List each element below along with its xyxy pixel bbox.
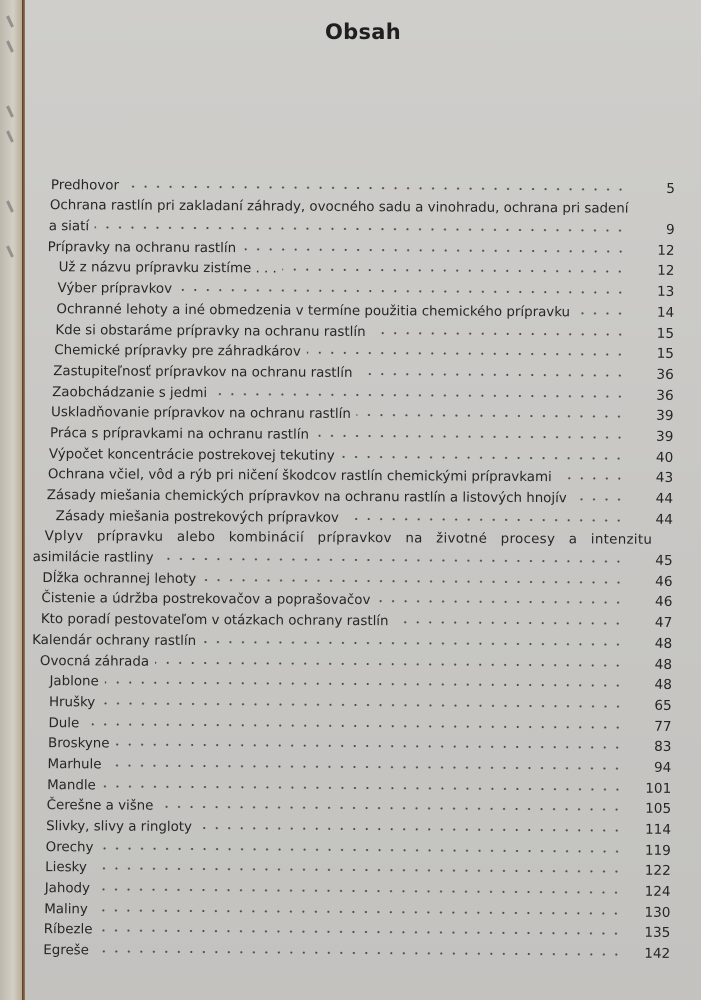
toc-entry-page-number: 48 bbox=[654, 635, 673, 652]
toc-entry-page-number: 142 bbox=[644, 945, 671, 963]
toc-entry bbox=[30, 937, 670, 962]
toc-entry-label: Egreše bbox=[43, 943, 89, 959]
toc-entry-label: Jahody bbox=[44, 881, 91, 897]
toc-entry-page-number: 44 bbox=[655, 490, 674, 507]
toc-entry-label: Dule bbox=[48, 715, 80, 731]
toc-entry-page-number: 122 bbox=[644, 863, 671, 880]
toc-entry-label: Zaobchádzanie s jedmi bbox=[52, 384, 208, 401]
toc-entry-page-number: 40 bbox=[655, 449, 674, 466]
toc-entry-label: a siatí bbox=[48, 219, 90, 235]
toc-entry-page-number: 45 bbox=[655, 552, 673, 569]
toc-entry-label: Výpočet koncentrácie postrekovej tekutiny bbox=[48, 446, 335, 464]
toc-entry-label: Kto poradí pestovateľom v otázkach ochrany rastlín bbox=[40, 612, 389, 630]
toc-entry-label: Predhovor bbox=[50, 177, 120, 194]
facing-page-text-fragment bbox=[6, 105, 14, 117]
toc-entry-label: Liesky bbox=[45, 860, 87, 876]
toc-entry-label: Uskladňovanie prípravkov na ochranu rastlín bbox=[51, 405, 351, 423]
facing-page-edge bbox=[0, 0, 22, 1000]
toc-entry-page-number: 15 bbox=[656, 345, 674, 363]
toc-entry-page-number: 39 bbox=[656, 428, 674, 445]
dot-leader bbox=[376, 595, 624, 611]
facing-page-text-fragment bbox=[6, 245, 14, 257]
page-title: Obsah bbox=[324, 20, 401, 44]
facing-page-text-fragment bbox=[6, 200, 14, 212]
toc-entry-page-number: 124 bbox=[644, 883, 671, 900]
toc-entry-page-number: 101 bbox=[645, 780, 672, 797]
toc-entry-label: Jablone bbox=[49, 674, 99, 690]
toc-entry-label: Už z názvu prípravku zistíme . . . bbox=[58, 260, 277, 277]
toc-entry-page-number: 46 bbox=[655, 573, 673, 590]
toc-entry-label: Hrušky bbox=[48, 694, 96, 711]
toc-entry-label: Orechy bbox=[45, 839, 94, 856]
toc-entry-page-number: 135 bbox=[644, 925, 671, 942]
facing-page-text-fragment bbox=[6, 40, 14, 52]
toc-entry-label: Slivky, slivy a ringloty bbox=[46, 819, 193, 835]
toc-entry-page-number: 130 bbox=[644, 904, 671, 921]
toc-entry-page-number: 119 bbox=[644, 842, 671, 859]
toc-entry-label: Ochrana rastlín pri zakladaní záhrady, ovocného sadu a vinohradu, ochrana pri sadení bbox=[49, 198, 629, 218]
toc-entry-label: Ríbezle bbox=[43, 922, 93, 938]
toc-entry-page-number: 12 bbox=[657, 263, 675, 280]
dot-leader bbox=[372, 326, 627, 342]
toc-entry-label: Kde si obstaráme prípravky na ochranu rastlín bbox=[55, 322, 366, 340]
toc-entry-label: Zásady miešania postrekových prípravkov bbox=[55, 508, 339, 526]
toc-entry-label: Chemické prípravky pre záhradkárov bbox=[54, 343, 301, 360]
toc-entry-page-number: 46 bbox=[655, 594, 673, 611]
toc-entry-label: Maliny bbox=[44, 901, 88, 918]
toc-entry-label: Kalendár ochrany rastlín bbox=[32, 632, 197, 649]
dot-leader bbox=[394, 615, 624, 630]
toc-entry-page-number: 12 bbox=[657, 242, 675, 259]
toc-entry-page-number: 39 bbox=[656, 408, 674, 425]
dot-leader bbox=[573, 492, 625, 506]
toc-entry-page-number: 77 bbox=[654, 718, 672, 735]
toc-entry-page-number: 9 bbox=[665, 221, 675, 238]
toc-entry-page-number: 15 bbox=[656, 325, 675, 342]
facing-page-text-fragment bbox=[6, 15, 14, 27]
toc-entry-label: Ochrana včiel, vôd a rýb pri ničení škodcov rastlín chemickými prípravkami bbox=[47, 467, 552, 486]
dot-leader bbox=[576, 306, 626, 320]
toc-entry-page-number: 48 bbox=[654, 676, 672, 694]
toc-entry-page-number: 47 bbox=[654, 614, 673, 632]
toc-entry-label: Ovocná záhrada bbox=[39, 653, 150, 670]
toc-entry-label: Výber prípravkov bbox=[57, 281, 173, 297]
facing-page-text-fragment bbox=[6, 130, 14, 142]
toc-entry-page-number: 44 bbox=[655, 511, 673, 528]
toc-entry-label: Zastupiteľnosť prípravkov na ochranu rastlín bbox=[53, 363, 353, 381]
toc-entry-label: Čistenie a údržba postrekovačov a poprašovačov bbox=[41, 591, 371, 609]
toc-entry-label: Mandle bbox=[47, 777, 96, 794]
table-of-contents bbox=[30, 172, 675, 962]
toc-entry-page-number: 43 bbox=[655, 470, 674, 487]
toc-entry-label: Prípravky na ochranu rastlín bbox=[47, 239, 237, 256]
toc-entry-label: Čerešne a višne bbox=[46, 798, 154, 815]
toc-entry-page-number: 65 bbox=[654, 697, 672, 714]
toc-entry-label: Zásady miešania chemických prípravkov na ochranu rastlín a listových hnojív bbox=[46, 488, 567, 507]
toc-entry-label: asimilácie rastliny bbox=[32, 550, 154, 566]
toc-entry-page-number: 105 bbox=[645, 801, 672, 818]
toc-entry-label: Marhule bbox=[47, 757, 102, 773]
toc-entry-label: Vplyv prípravku alebo kombinácií prípravkov na životné procesy a intenzitu bbox=[44, 529, 653, 549]
toc-entry-label: Broskyne bbox=[48, 736, 110, 752]
toc-entry-page-number: 83 bbox=[654, 739, 672, 756]
toc-entry-page-number: 5 bbox=[666, 180, 675, 197]
toc-entry-page-number: 36 bbox=[656, 387, 674, 404]
dot-leader bbox=[95, 945, 622, 962]
toc-entry-page-number: 13 bbox=[656, 283, 675, 301]
toc-entry-page-number: 94 bbox=[654, 759, 672, 776]
toc-entry-page-number: 14 bbox=[656, 304, 675, 321]
dot-leader bbox=[558, 472, 625, 486]
toc-entry-label: Práca s prípravkami na ochranu rastlín bbox=[49, 426, 310, 443]
toc-entry-page-number: 114 bbox=[644, 821, 672, 838]
toc-entry-page-number: 48 bbox=[654, 656, 673, 673]
book-page bbox=[25, 0, 701, 1000]
toc-entry-label: Dĺžka ochrannej lehoty bbox=[42, 570, 197, 587]
toc-entry-label: Ochranné lehoty a iné obmedzenia v termíne použitia chemického prípravku bbox=[56, 301, 571, 321]
toc-entry-page-number: 36 bbox=[656, 366, 674, 383]
